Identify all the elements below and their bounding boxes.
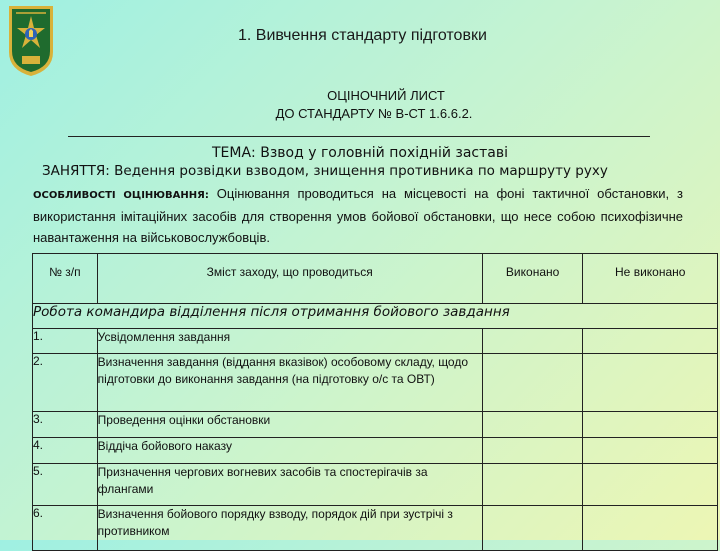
table-row [33,438,718,464]
column-header-content: Зміст заходу, що проводиться [97,254,482,304]
military-emblem-icon [7,4,55,78]
row-number: 5. [33,464,98,506]
row-text: Проведення оцінки обстановки [97,412,482,438]
table-row [33,412,718,438]
row-text: Призначення чергових вогневих засобів та спостерігачів за флангами [97,464,482,506]
row-number: 3. [33,412,98,438]
slide-title: 1. Вивчення стандарту підготовки [238,27,487,44]
not-done-cell[interactable] [583,412,718,438]
column-header-not-done: Не виконано [583,254,718,304]
done-cell[interactable] [482,329,583,354]
assessment-features-label: ОСОБЛИВОСТІ ОЦІНЮВАННЯ: [33,190,209,201]
section-title: Робота командира відділення після отримання бойового завдання [33,304,718,329]
row-number: 6. [33,506,98,551]
table-row [33,354,718,412]
table-header-row [33,254,718,304]
not-done-cell[interactable] [583,506,718,551]
table-row [33,464,718,506]
done-cell[interactable] [482,464,583,506]
assessment-features [33,183,683,248]
row-text: Віддіча бойового наказу [97,438,482,464]
section-row [33,304,718,329]
not-done-cell[interactable] [583,329,718,354]
row-text: Усвідомлення завдання [97,329,482,354]
column-header-number: № з/п [33,254,98,304]
topic-line: ТЕМА: Взвод у головній похідній заставі [212,145,508,161]
not-done-cell[interactable] [583,354,718,412]
row-number: 4. [33,438,98,464]
row-number: 2. [33,354,98,412]
not-done-cell[interactable] [583,464,718,506]
table-row [33,506,718,551]
row-text: Визначення завдання (віддання вказівок) особовому складу, щодо підготовки до виконання завдання (на підготовку о/с та ОВТ) [97,354,482,412]
done-cell[interactable] [482,412,583,438]
document-heading: ОЦІНОЧНИЙ ЛИСТ [327,88,445,103]
done-cell[interactable] [482,354,583,412]
standard-number: ДО СТАНДАРТУ № В-СТ 1.6.6.2. [275,106,473,121]
row-text: Визначення бойового порядку взводу, порядок дій при зустрічі з противником [97,506,482,551]
lesson-line: ЗАНЯТТЯ: Ведення розвідки взводом, знищення противника по маршруту руху [42,163,608,179]
assessment-features-text: Оцінювання проводиться на місцевості на фоні тактичної обстановки, з використання імітаційних засобів для створення умов бойової обстановки, що несе собою психофізичне навантаження на військовослужбовців. [33,186,684,245]
done-cell[interactable] [482,506,583,551]
table-row [33,329,718,354]
row-number: 1. [33,329,98,354]
not-done-cell[interactable] [583,438,718,464]
divider [68,136,650,137]
column-header-done: Виконано [482,254,583,304]
assessment-table [32,253,718,551]
done-cell[interactable] [482,438,583,464]
